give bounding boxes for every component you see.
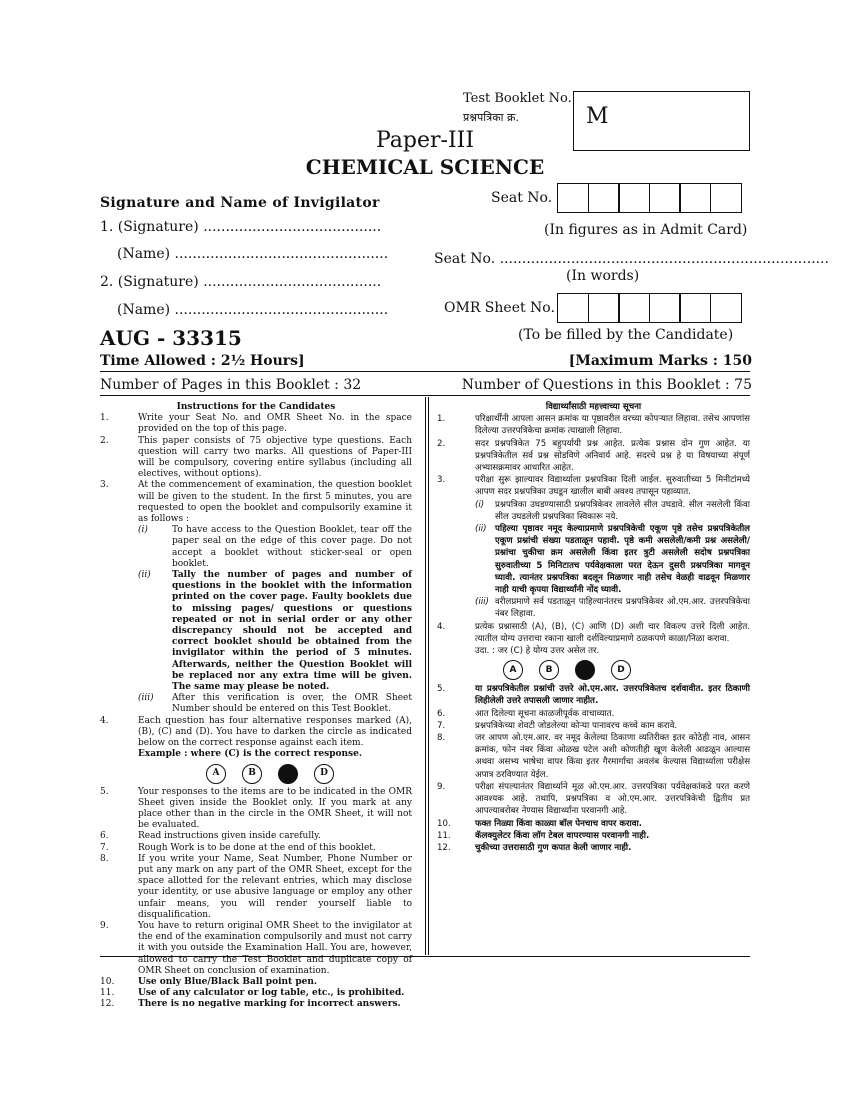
list-item: 4. प्रत्येक प्रश्नासाठी (A), (B), (C) आणि (D) अशी चार विकल्प उत्तरे दिली आहेत. त्यातील योग्य उत्तराचा रकाना खाली दर्शविल्याप्रमाणे ठळकपणे काळा/निळा करावा. उदा. : जर (C) हे योग्य उत्तर असेल तर. [437, 621, 750, 657]
example-options-mr [437, 657, 750, 683]
invigilator-name-2[interactable]: (Name) ................................................ [117, 302, 389, 318]
invigilator-name-1[interactable]: (Name) ................................................ [117, 246, 389, 262]
option-circle-d: D [611, 660, 631, 680]
list-item: 3. At the commencement of examination, the question booklet will be given to the student. In the first 5 minutes, you are requested to open the booklet and compulsorily examine it as follows : [100, 480, 412, 525]
example-options [100, 761, 412, 787]
example-label: Example : where (C) is the correct response. [138, 749, 362, 760]
seat-cell[interactable] [588, 183, 620, 213]
list-item: 8. If you write your Name, Seat Number, Phone Number or put any mark on any part of the OMR Sheet, except for the space allotted for the relevant entries, which may disclose your identity, or use abusive language or employ any other unfair means, you will render yourself liable to disqualification. [100, 853, 412, 920]
seat-cell[interactable] [557, 183, 589, 213]
list-item [437, 499, 750, 621]
omr-cell[interactable] [588, 293, 620, 323]
option-circle-a: A [503, 660, 523, 680]
option-circle-b: B [242, 764, 262, 784]
list-item: 5. या प्रश्नपत्रिकेतील प्रश्नांची उत्तरे ओ.एम.आर. उत्तरपत्रिकेतच दर्शवावीत. इतर ठिकाणी लिहीलेली उत्तरे तपासली जाणार नाहीत. [437, 684, 750, 707]
list-item: 6. आत दिलेल्या सूचना काळजीपूर्वक वाचाव्यात. [437, 708, 615, 719]
sub-item: (ii) Tally the number of pages and number of questions in the booklet with the information printed on the cover page. Faulty booklets due to missing pages/ questions or questions repeated or not in serial order or any other discrepancy should not be accepted and correct booklet should be obtained from the invigilator within the period of 5 minutes. Afterwards, neither the Question Booklet will be replaced nor any extra time will be given. The same may please be noted. [138, 570, 412, 693]
seat-label: Seat No. [491, 190, 553, 206]
booklet-label-en: Test Booklet No. [463, 91, 572, 106]
list-item: 7. Rough Work is to be done at the end of this booklet. [100, 842, 376, 853]
list-item: 7. प्रश्नपत्रिकेच्या शेवटी जोडलेल्या कोऱ्या पानावरच कच्चे काम करावे. [437, 720, 678, 731]
booklet-code: M [586, 104, 609, 129]
list-item: 4. Each question has four alternative responses marked (A), (B), (C) and (D). You have to darken the circle as indicated below on the correct response against each item. Example : where (C) is the correct response. [100, 715, 412, 760]
column-divider-inner [428, 397, 429, 955]
list-item: 6. Read instructions given inside carefully. [100, 831, 321, 842]
seat-cell[interactable] [618, 183, 650, 213]
seat-cell[interactable] [649, 183, 681, 213]
list-item: 1. परिक्षार्थींनी आपला आसन क्रमांक या पृष्ठावरील वरच्या कोपऱ्यात लिहावा. तसेच आपणांस दिलेल्या उत्तरपत्रिकेचा क्रमांक त्याखाली लिहावा. [437, 414, 750, 437]
omr-cell[interactable] [679, 293, 711, 323]
omr-cell[interactable] [557, 293, 589, 323]
invigilator-title: Signature and Name of Invigilator [100, 195, 380, 211]
list-item: 3. परीक्षा सुरू झाल्यावर विद्यार्थ्याला प्रश्नपत्रिका दिली जाईल. सुरुवातीच्या 5 मिनीटांमध्ये आपण सदर प्रश्नपत्रिका उघडून खालील बाबी अवश्य तपासून पहाव्यात. [437, 475, 750, 498]
seat-cell[interactable] [710, 183, 742, 213]
column-divider [425, 397, 426, 955]
omr-cell[interactable] [710, 293, 742, 323]
subject-title: CHEMICAL SCIENCE [305, 155, 545, 179]
list-item: 9. You have to return original OMR Sheet to the invigilator at the end of the examination compulsorily and must not carry it with you outside the Examination Hall. You are, however, allowed to carry the Test Booklet and duplicate copy of OMR Sheet on conclusion of examination. [100, 920, 412, 976]
omr-number-boxes[interactable] [557, 293, 740, 323]
list-item: 11. कॅलक्युलेटर किंवा लॉग टेबल वापरण्यास परवानगी नाही. [437, 830, 650, 841]
sub-item: (i) प्रश्नपत्रिका उघडण्यासाठी प्रश्नपत्रिकेवर लावलेले सील उघडावे. सील नसलेली किंवा सील उघडलेली प्रश्नपत्रिका स्विकारू नये. [475, 499, 750, 522]
option-circle-d: D [314, 764, 334, 784]
instructions-en [100, 402, 412, 1011]
omr-cell[interactable] [618, 293, 650, 323]
option-circle-a: A [206, 764, 226, 784]
option-circle-c-filled: C [278, 764, 298, 784]
omr-cell[interactable] [649, 293, 681, 323]
instructions-en-title: Instructions for the Candidates [176, 402, 336, 412]
list-item: 10. Use only Blue/Black Ball point pen. [100, 976, 318, 987]
list-item: 12. चुकीच्या उत्तरासाठी गुण कपात केली जाणार नाही. [437, 842, 632, 853]
pages-count: Number of Pages in this Booklet : 32 [100, 377, 362, 393]
questions-count: Number of Questions in this Booklet : 75 [461, 377, 752, 393]
maximum-marks: [Maximum Marks : 150 [568, 353, 752, 369]
list-item: 1. Write your Seat No. and OMR Sheet No. in the space provided on the top of this page. [100, 413, 412, 435]
list-item: 2. This paper consists of 75 objective type questions. Each question will carry two marks. All questions of Paper-III will be compulsory, covering entire syllabus (including all electives, without options). [100, 435, 412, 480]
list-item: 12. There is no negative marking for incorrect answers. [100, 999, 401, 1010]
seat-words-note: (In words) [566, 268, 640, 284]
invigilator-sig-2[interactable]: 2. (Signature) ........................................ [100, 274, 382, 290]
example-label-mr: उदा. : जर (C) हे योग्य उत्तर असेल तर. [475, 646, 600, 657]
list-item: 5. Your responses to the items are to be indicated in the OMR Sheet given inside the Booklet only. If you mark at any place other than in the circle in the OMR Sheet, it will not be evaluated. [100, 786, 412, 831]
seat-number-boxes[interactable] [557, 183, 740, 213]
sub-item: (ii) पहिल्या पृष्ठावर नमूद केल्याप्रमाणे प्रश्नपत्रिकेची एकूण पृष्ठे तसेच प्रश्नपत्रिकेतील एकूण प्रश्नांची संख्या पडताळून पहावी. पृष्ठे कमी असलेली/कमी प्रश्न असलेली/प्रश्नांचा चुकीचा क्रम असलेली किंवा इतर त्रुटी असलेली सदोष प्रश्नपत्रिका सुरुवातीच्या 5 मिनिटातच पर्यवेक्षकाला परत देऊन दुसरी प्रश्नपत्रिका मागवून घ्यावी. त्यानंतर प्रश्नपत्रिका बदलून मिळणार नाही तसेच वेळही वाढवून मिळणार नाही याची कृपया विद्यार्थ्यांनी नोंद घ्यावी. [475, 524, 750, 596]
booklet-label-mr: प्रश्नपत्रिका क्र. [463, 111, 519, 124]
seat-cell[interactable] [679, 183, 711, 213]
paper-title: Paper-III [375, 128, 475, 153]
omr-label: OMR Sheet No. [444, 300, 555, 316]
invigilator-sig-1[interactable]: 1. (Signature) ........................................ [100, 219, 382, 235]
list-item: 8. जर आपण ओ.एम.आर. वर नमूद केलेल्या ठिकाणा व्यतिरीक्त इतर कोठेही नाव, आसन क्रमांक, फोन नंबर किंवा ओळख पटेल अशी कोणतीही खूण केलेली आढळून आल्यास अथवा असभ्य भाषेचा वापर किंवा इतर गैरमार्गांचा अवलंब केल्यास विद्यार्थ्याला परीक्षेस अपात्र ठरविण्यात येईल. [437, 733, 750, 780]
exam-code: AUG - 33315 [100, 326, 242, 350]
list-item: 9. परीक्षा संपल्यानंतर विद्यार्थ्याने मूळ ओ.एम.आर. उत्तरपत्रिका पर्यवेक्षकांकडे परत करणे आवश्यक आहे. तथापि, प्रश्नपत्रिका व ओ.एम.आर. उत्तरपत्रिकेची द्वितीय प्रत आपल्याबरोबर नेण्यास विद्यार्थ्यांना परवानगी आहे. [437, 781, 750, 817]
sub-item: (i) To have access to the Question Booklet, tear off the paper seal on the edge of this cover page. Do not accept a booklet without sticker-seal or open booklet. [138, 525, 412, 569]
instructions-mr-title: विद्यार्थ्यांसाठी महत्त्वाच्या सूचना [545, 402, 642, 412]
sub-item: (iii) वरीलप्रमाणे सर्व पडताळून पाहिल्यानंतरच प्रश्नपत्रिकेवर ओ.एम.आर. उत्तरपत्रिकेचा नंबर लिहावा. [475, 597, 750, 620]
divider [100, 371, 750, 372]
seat-figures-note: (In figures as in Admit Card) [544, 222, 748, 238]
option-circle-b: B [539, 660, 559, 680]
omr-note: (To be filled by the Candidate) [518, 327, 734, 343]
sub-item: (iii) After this verification is over, the OMR Sheet Number should be entered on this Test Booklet. [138, 693, 412, 715]
list-item: 2. सदर प्रश्नपत्रिकेत 75 बहुपर्यायी प्रश्न आहेत. प्रत्येक प्रश्नास दोन गुण आहेत. या प्रश्नपत्रिकेतील सर्व प्रश्न सोडविणे अनिवार्य आहे. सदरचे प्रश्न हे या विषयाच्या संपूर्ण अभ्यासक्रमावर आधारित आहेत. [437, 438, 750, 474]
time-allowed: Time Allowed : 2½ Hours] [100, 353, 305, 369]
list-item: 11. Use of any calculator or log table, etc., is prohibited. [100, 988, 405, 999]
list-item [100, 525, 412, 715]
option-circle-c-filled: C [575, 660, 595, 680]
list-item: 10. फक्त निळ्या किंवा काळ्या बॉल पेनचाच वापर करावा. [437, 818, 643, 829]
seat-words-field[interactable]: Seat No. .......................................................................... [434, 251, 829, 267]
instructions-mr [437, 401, 750, 854]
